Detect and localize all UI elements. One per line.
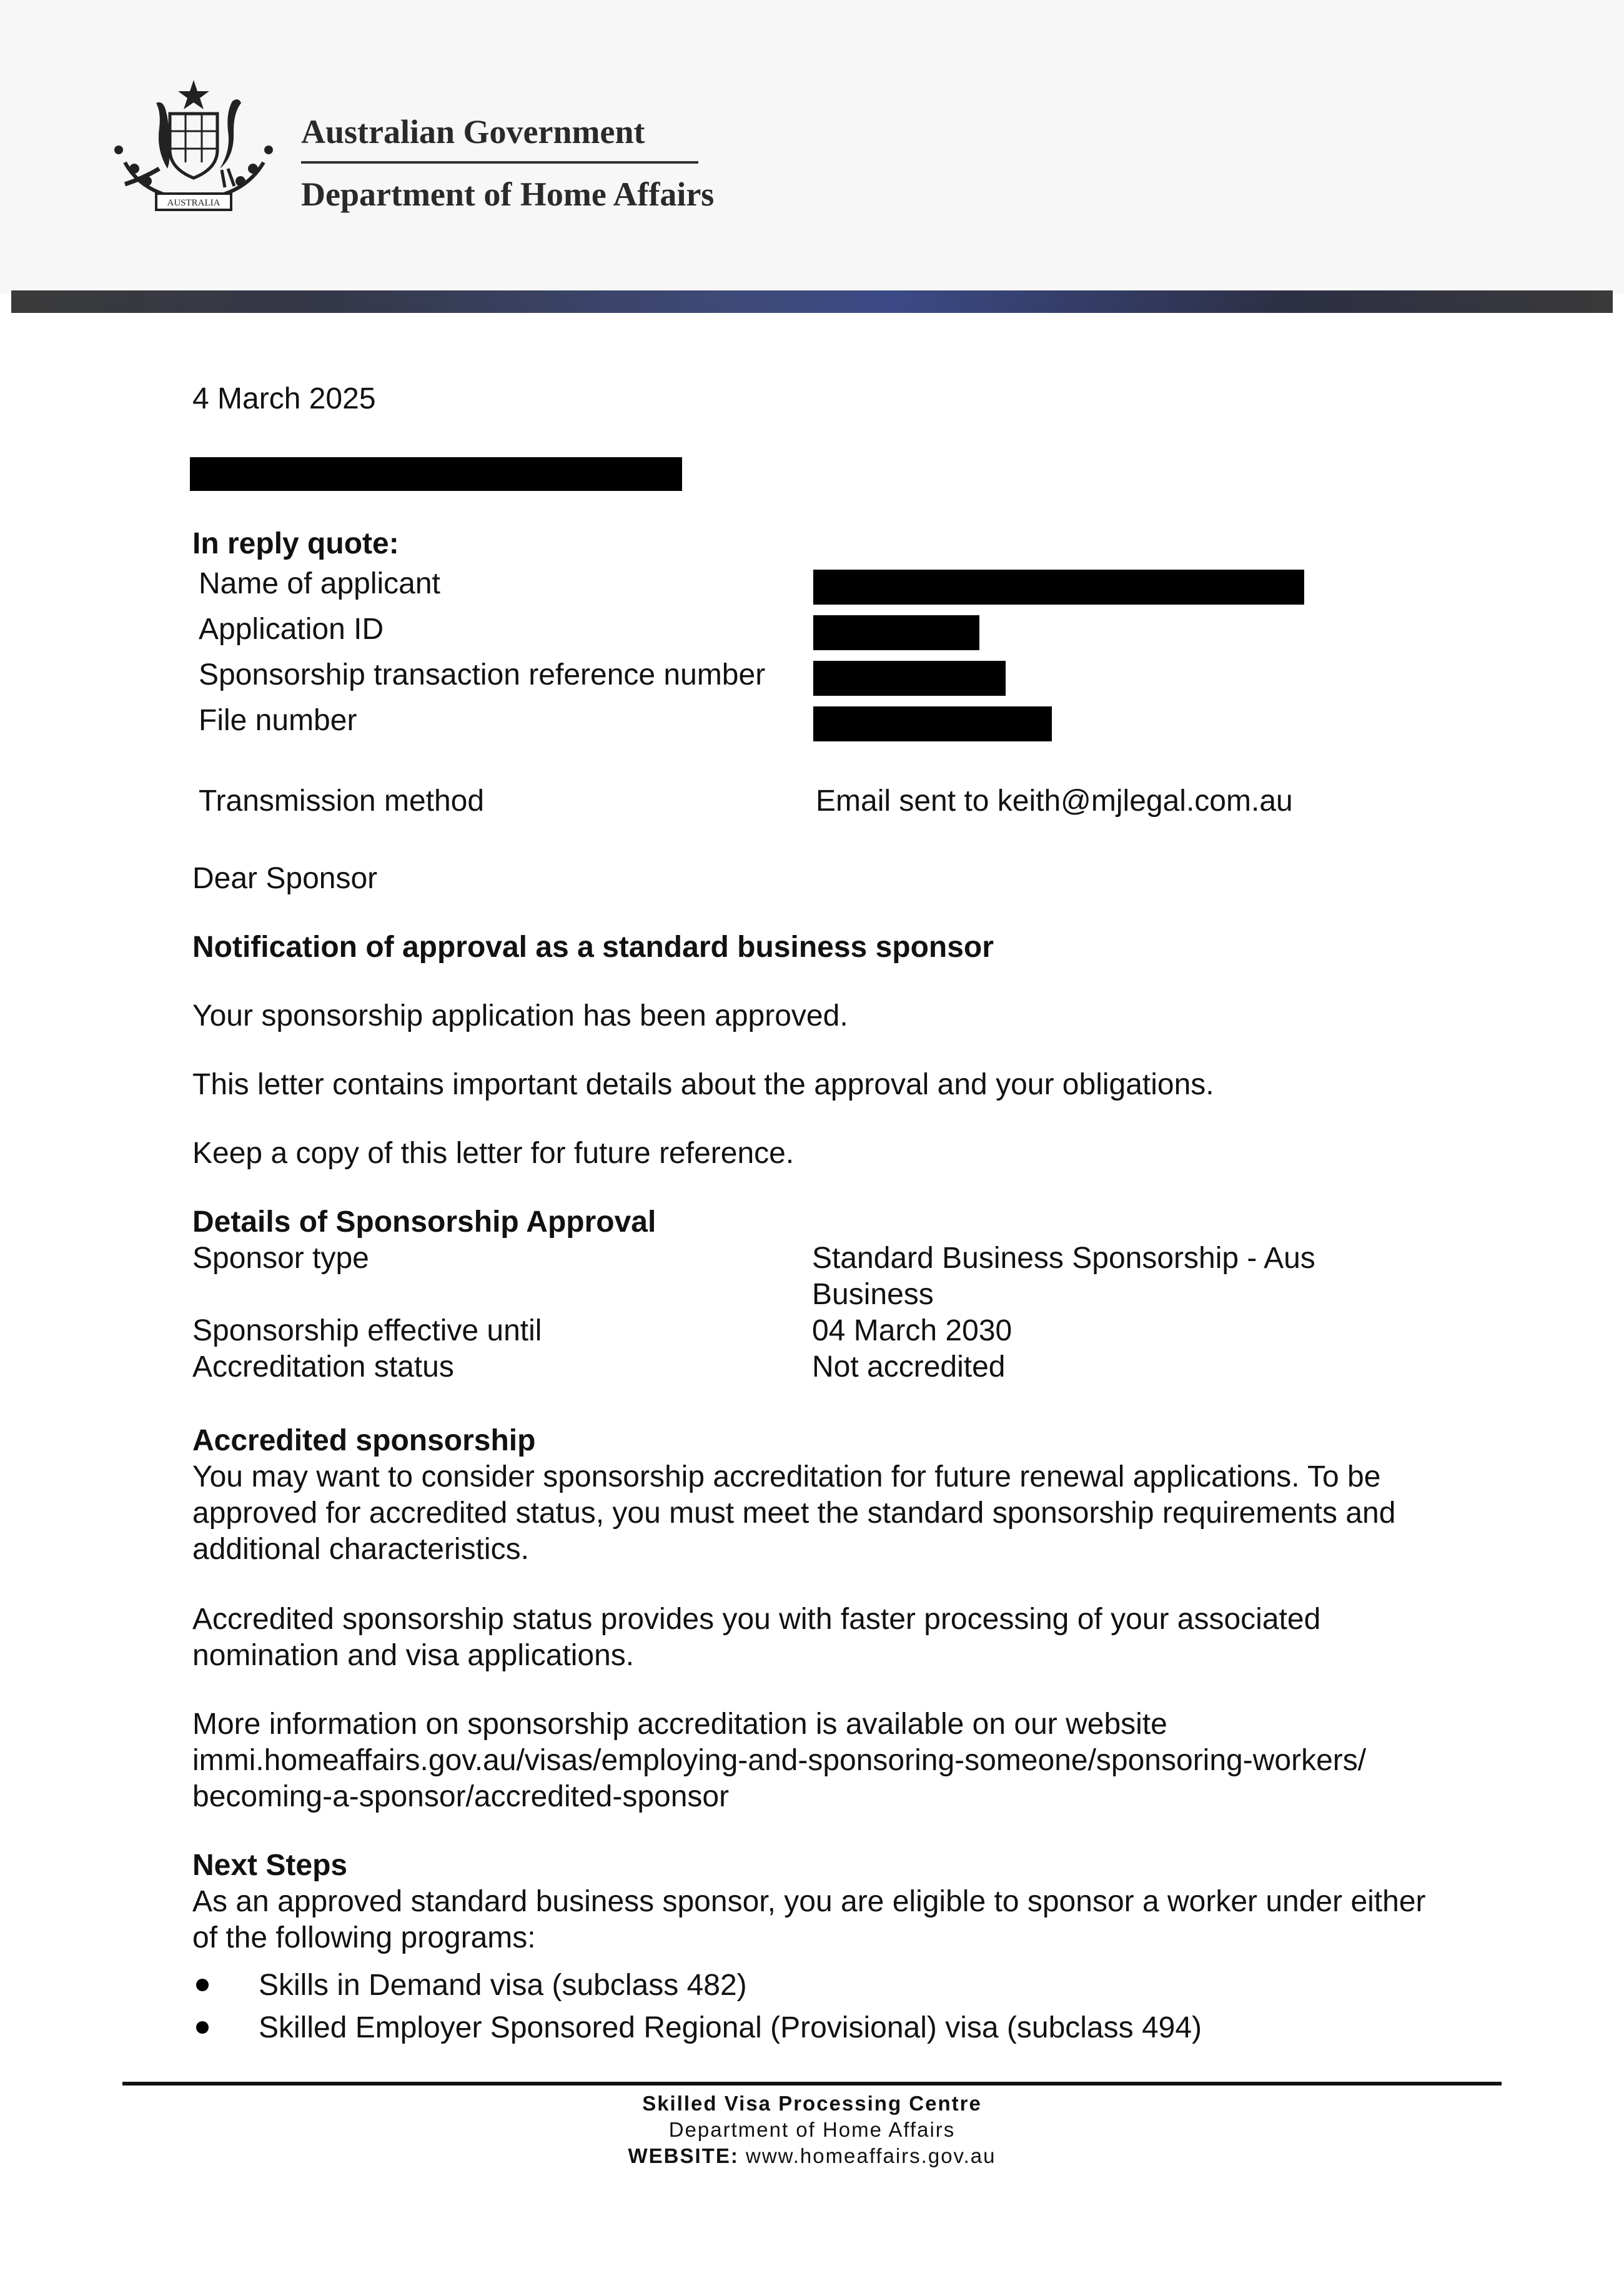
accreditation-url-cont: becoming-a-sponsor/accredited-sponsor (192, 1780, 730, 1813)
transmission-method-label: Transmission method (199, 784, 485, 818)
sponsorship-ref-label: Sponsorship transaction reference number (199, 658, 766, 691)
accredited-paragraph: approved for accredited status, you must meet the standard sponsorship requirements and (192, 1497, 1396, 1530)
details-heading: Details of Sponsorship Approval (192, 1205, 656, 1239)
effective-until-label: Sponsorship effective until (192, 1314, 542, 1347)
accredited-benefits-paragraph: Accredited sponsorship status provides you with faster processing of your associated (192, 1603, 1321, 1636)
footer-website (0, 2144, 1624, 2169)
redacted-application-id (813, 615, 979, 650)
agency-name: Australian Government (301, 113, 645, 151)
footer-website-link[interactable]: www.homeaffairs.gov.au (746, 2144, 996, 2167)
letterhead (0, 0, 1624, 294)
coat-of-arms-icon (100, 75, 287, 219)
accreditation-status-label: Accreditation status (192, 1350, 454, 1383)
redacted-sponsorship-ref (813, 661, 1006, 696)
file-number-label: File number (199, 704, 357, 737)
department-name: Department of Home Affairs (301, 176, 715, 213)
more-info-paragraph: More information on sponsorship accreditation is available on our website (192, 1708, 1167, 1741)
header-band (11, 290, 1613, 313)
accredited-paragraph: additional characteristics. (192, 1533, 529, 1566)
program-item-494: Skilled Employer Sponsored Regional (Provisional) visa (subclass 494) (259, 2011, 1202, 2044)
sponsor-type-value: Standard Business Sponsorship - Aus (812, 1242, 1315, 1275)
letter-date: 4 March 2025 (192, 382, 376, 415)
svg-text:AUSTRALIA: AUSTRALIA (167, 198, 220, 208)
transmission-method-value: Email sent to keith@mjlegal.com.au (816, 784, 1293, 818)
effective-until-value: 04 March 2030 (812, 1314, 1013, 1347)
program-item-482: Skills in Demand visa (subclass 482) (259, 1969, 747, 2002)
footer-website-label: WEBSITE: (628, 2144, 739, 2167)
accredited-paragraph: You may want to consider sponsorship accreditation for future renewal applications. To be (192, 1460, 1381, 1493)
paragraph-keep-copy: Keep a copy of this letter for future reference. (192, 1137, 795, 1170)
redacted-file-number (813, 706, 1052, 741)
name-of-applicant-label: Name of applicant (199, 567, 440, 600)
agency-divider (301, 161, 698, 164)
footer-department: Department of Home Affairs (668, 2118, 956, 2141)
accredited-benefits-paragraph: nomination and visa applications. (192, 1639, 635, 1672)
accreditation-status-value: Not accredited (812, 1350, 1006, 1383)
sponsor-type-value-cont: Business (812, 1278, 934, 1311)
paragraph-approved: Your sponsorship application has been approved. (192, 999, 848, 1032)
footer-centre-name: Skilled Visa Processing Centre (642, 2092, 982, 2115)
paragraph-details: This letter contains important details about the approval and your obligations. (192, 1068, 1214, 1101)
footer-divider (122, 2082, 1502, 2086)
accredited-heading: Accredited sponsorship (192, 1424, 536, 1457)
salutation: Dear Sponsor (192, 862, 378, 895)
next-steps-paragraph: As an approved standard business sponsor, you are eligible to sponsor a worker under either (192, 1885, 1426, 1918)
letter-subject: Notification of approval as a standard business sponsor (192, 931, 994, 964)
bullet-icon (196, 2021, 209, 2034)
next-steps-paragraph: of the following programs: (192, 1921, 536, 1954)
application-id-label: Application ID (199, 613, 384, 646)
redacted-applicant-name (813, 570, 1304, 605)
redacted-addressee (190, 457, 682, 491)
sponsor-type-label: Sponsor type (192, 1242, 369, 1275)
accreditation-url: immi.homeaffairs.gov.au/visas/employing-and-sponsoring-someone/sponsoring-workers/ (192, 1744, 1367, 1777)
bullet-icon (196, 1979, 209, 1991)
reply-quote-heading: In reply quote: (192, 527, 399, 560)
next-steps-heading: Next Steps (192, 1849, 348, 1882)
